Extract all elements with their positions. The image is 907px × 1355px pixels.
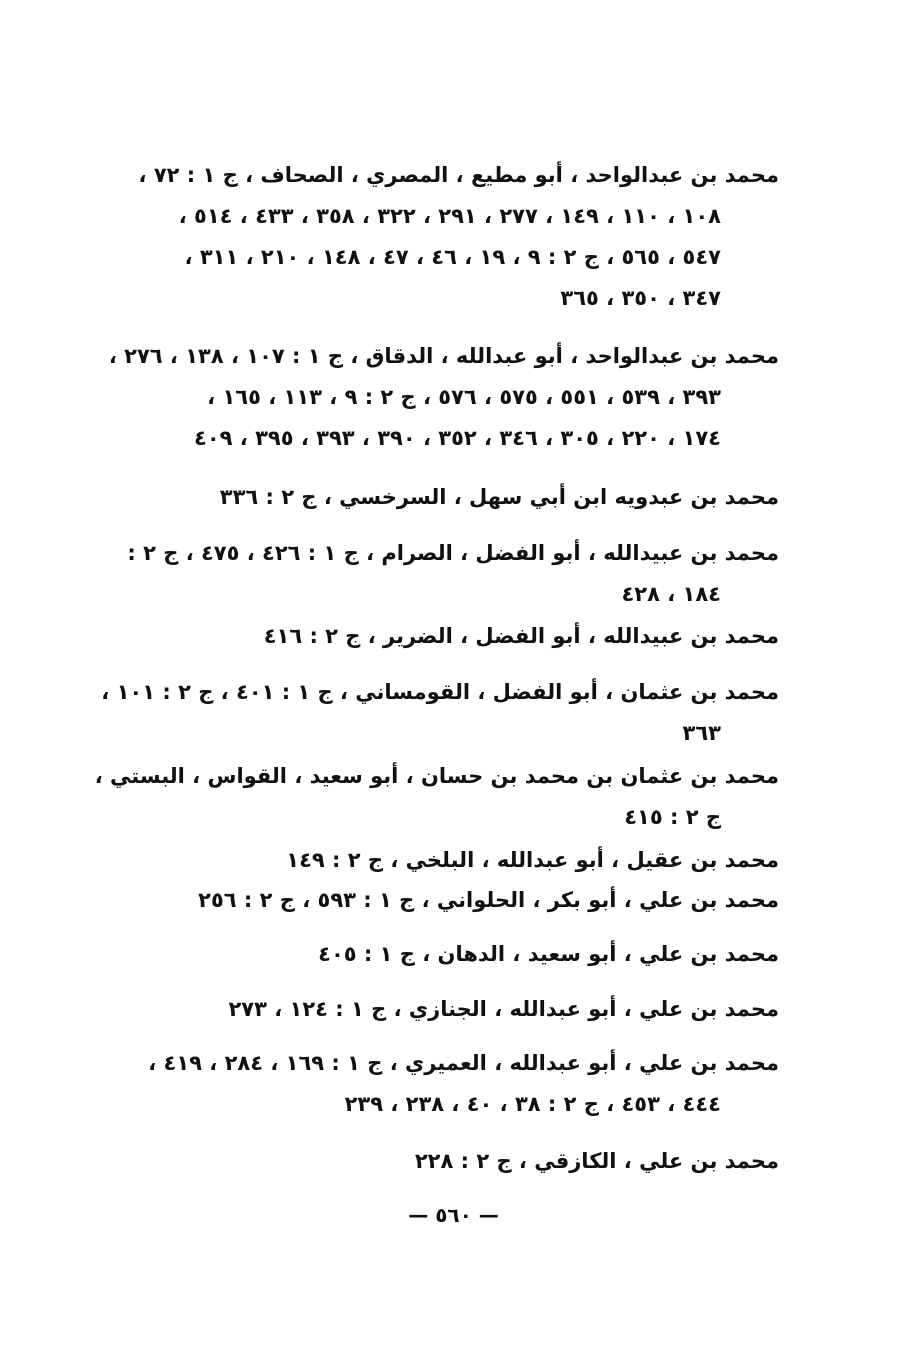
index-entry [129,155,779,319]
entry-line: محمد بن علي ، أبو عبدالله ، العميري ، ج ١ : ١٦٩ ، ٢٨٤ ، ٤١٩ ، [148,1051,779,1075]
entry-line: ٤٤٤ ، ٤٥٣ ، ج ٢ : ٣٨ ، ٤٠ ، ٢٣٨ ، ٢٣٩ [344,1092,721,1116]
entry-line: محمد بن عبيدالله ، أبو الفضل ، الصرام ، ج ١ : ٤٢٦ ، ٤٧٥ ، ج ٢ : [127,541,779,565]
entry-line: محمد بن علي ، أبو عبدالله ، الجنازي ، ج ١ : ١٢٤ ، ٢٧٣ [228,997,779,1021]
index-entry [101,672,779,754]
entry-line: محمد بن عثمان ، أبو الفضل ، القومساني ، ج ١ : ٤٠١ ، ج ٢ : ١٠١ ، [101,680,779,704]
entry-line: محمد بن عثمان بن محمد بن حسان ، أبو سعيد ، القواس ، البستي ، [94,764,779,788]
entry-line: ج ٢ : ٤١٥ [624,805,721,829]
index-entry [129,989,779,1030]
page-number: — ٥٦٠ — [408,1203,499,1227]
index-entry [129,1043,779,1125]
index-entry [129,533,779,615]
index-entry [108,336,779,459]
entry-line: محمد بن عبدالواحد ، أبو عبدالله ، الدقاق ، ج ١ : ١٠٧ ، ١٣٨ ، ٢٧٦ ، [108,344,779,368]
entry-line: محمد بن علي ، أبو سعيد ، الدهان ، ج ١ : ٤٠٥ [318,942,779,966]
entry-line: محمد بن عبدويه ابن أبي سهل ، السرخسي ، ج ٢ : ٣٣٦ [219,485,779,509]
entry-line: محمد بن عبيدالله ، أبو الفضل ، الضرير ، ج ٢ : ٤١٦ [263,624,779,648]
index-entry [129,616,779,657]
index-entry [129,840,779,881]
entry-line: ٣٤٧ ، ٣٥٠ ، ٣٦٥ [560,286,721,310]
index-entry [129,1141,779,1182]
index-entry [129,477,779,518]
entry-line: ١٧٤ ، ٢٢٠ ، ٣٠٥ ، ٣٤٦ ، ٣٥٢ ، ٣٩٠ ، ٣٩٣ ، ٣٩٥ ، ٤٠٩ [194,426,721,450]
entry-line: ٣٦٣ [682,721,721,745]
index-entry [94,756,779,838]
entry-line: محمد بن علي ، أبو بكر ، الحلواني ، ج ١ : ٥٩٣ ، ج ٢ : ٢٥٦ [198,888,779,912]
entry-line: محمد بن عبدالواحد ، أبو مطيع ، المصري ، الصحاف ، ج ١ : ٧٢ ، [138,163,779,187]
entry-line: ٥٤٧ ، ٥٦٥ ، ج ٢ : ٩ ، ١٩ ، ٤٦ ، ٤٧ ، ١٤٨ ، ٢١٠ ، ٣١١ ، [184,245,721,269]
index-entry [129,880,779,921]
entry-line: محمد بن عقيل ، أبو عبدالله ، البلخي ، ج ٢ : ١٤٩ [286,848,779,872]
entry-line: ٣٩٣ ، ٥٣٩ ، ٥٥١ ، ٥٧٥ ، ٥٧٦ ، ج ٢ : ٩ ، ١١٣ ، ١٦٥ ، [207,385,721,409]
entry-line: محمد بن علي ، الكازقي ، ج ٢ : ٢٢٨ [414,1149,779,1173]
entry-line: ١٨٤ ، ٤٢٨ [621,582,721,606]
entry-line: ١٠٨ ، ١١٠ ، ١٤٩ ، ٢٧٧ ، ٢٩١ ، ٣٢٢ ، ٣٥٨ ، ٤٣٣ ، ٥١٤ ، [178,204,721,228]
index-entry [129,934,779,975]
